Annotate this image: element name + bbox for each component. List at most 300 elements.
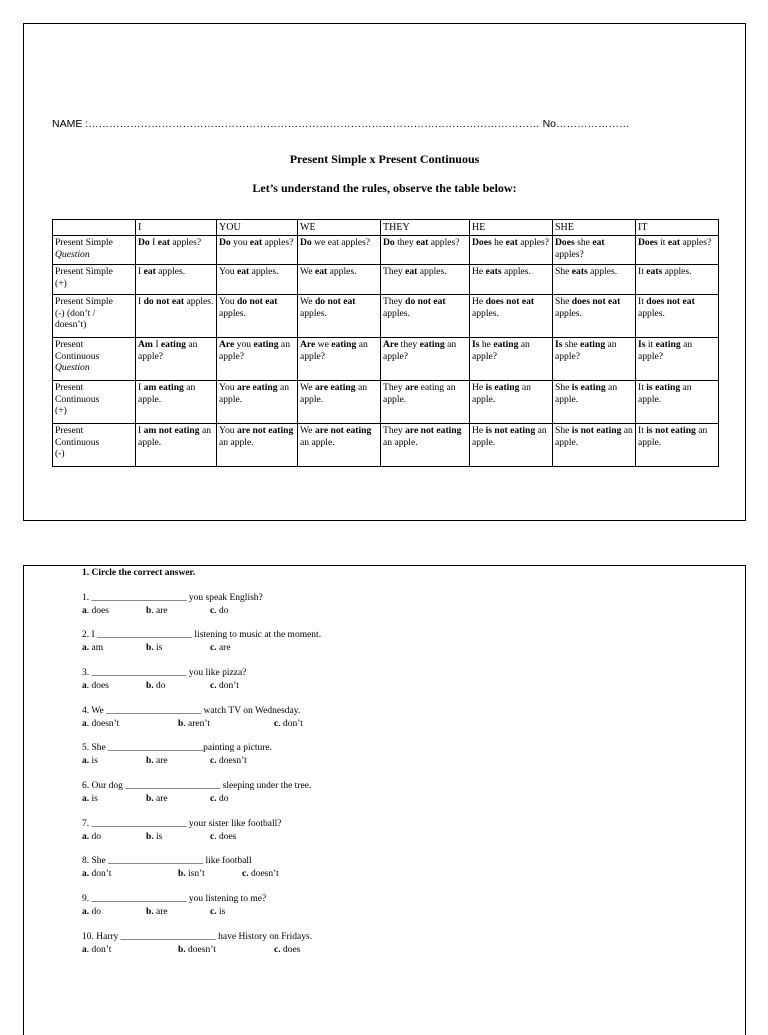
text-run: is eating xyxy=(646,382,681,393)
text-run: they xyxy=(394,237,417,248)
question-item xyxy=(82,818,281,843)
text-run: She xyxy=(555,382,572,393)
text-run: eat xyxy=(143,266,156,277)
text-run: do not eat xyxy=(236,296,278,307)
answer-options xyxy=(82,755,272,768)
column-header: I xyxy=(136,220,217,236)
worksheet-page-1 xyxy=(23,23,746,521)
question-item xyxy=(82,893,266,918)
option-letter: b. xyxy=(146,642,154,653)
option-letter: b. xyxy=(146,793,154,804)
text-run: eat xyxy=(505,237,518,248)
text-run: an apple. xyxy=(138,382,196,405)
table-cell xyxy=(381,381,470,424)
text-run: Continuous xyxy=(55,436,100,448)
option-text: don’t xyxy=(89,868,112,879)
row-label xyxy=(53,338,136,381)
text-run: apples. xyxy=(300,307,327,319)
option-letter: a. xyxy=(82,755,90,766)
table-cell xyxy=(217,338,298,381)
text-run: Do xyxy=(219,237,231,248)
text-run: we xyxy=(315,339,332,350)
text-run: Continuous xyxy=(55,393,100,405)
answer-option[interactable] xyxy=(82,868,111,881)
answer-option[interactable] xyxy=(210,605,228,618)
answer-option[interactable] xyxy=(82,793,98,806)
text-run: You xyxy=(219,382,237,393)
text-run: it xyxy=(657,237,668,248)
column-header: IT xyxy=(636,220,719,236)
table-row xyxy=(53,424,719,467)
text-run: Does xyxy=(638,237,658,248)
text-run: are xyxy=(405,382,419,393)
table-cell xyxy=(298,424,381,467)
answer-option[interactable] xyxy=(82,906,101,919)
text-run: He xyxy=(472,425,486,436)
option-text: is xyxy=(89,755,98,766)
text-run: they xyxy=(398,339,420,350)
grammar-table xyxy=(52,219,719,467)
option-letter: a. xyxy=(82,906,90,917)
text-run: I xyxy=(138,382,144,393)
table-cell xyxy=(470,424,553,467)
answer-options xyxy=(82,944,312,957)
question-item xyxy=(82,855,279,880)
text-run: eating xyxy=(493,339,519,350)
column-header: THEY xyxy=(381,220,470,236)
text-run: He xyxy=(472,382,486,393)
table-cell xyxy=(217,265,298,295)
text-run: Question xyxy=(55,362,90,374)
text-run: We xyxy=(300,382,315,393)
text-run: an apple? xyxy=(638,339,693,362)
text-run: apples. xyxy=(249,266,279,277)
table-cell xyxy=(381,424,470,467)
option-text: do xyxy=(89,906,101,917)
text-run: he xyxy=(491,237,506,248)
text-run: eat xyxy=(157,237,170,248)
option-letter: c. xyxy=(210,906,217,917)
text-run: I xyxy=(138,266,144,277)
option-text: doesn’t xyxy=(185,944,216,955)
text-run: Question xyxy=(55,248,90,260)
answer-option[interactable] xyxy=(210,642,231,655)
option-text: . does xyxy=(214,831,237,842)
text-run: he xyxy=(479,339,494,350)
table-cell xyxy=(298,295,381,338)
text-run: are not eating xyxy=(236,425,294,436)
answer-option[interactable] xyxy=(178,944,216,957)
text-run: is not eating xyxy=(646,425,696,436)
answer-option[interactable] xyxy=(82,831,101,844)
answer-options xyxy=(82,718,303,731)
text-run: I xyxy=(149,237,158,248)
text-run: Does xyxy=(555,237,575,248)
text-run: apples? xyxy=(555,248,584,260)
option-text: isn’t xyxy=(185,868,205,879)
text-run: She xyxy=(555,266,572,277)
text-run: an apple. xyxy=(383,436,418,448)
option-letter: c. xyxy=(210,680,217,691)
answer-option[interactable] xyxy=(82,755,98,768)
option-text: do xyxy=(216,793,229,804)
exercise-title: 1. Circle the correct answer. xyxy=(82,568,196,578)
text-run: apples? xyxy=(262,237,294,248)
option-text: . does xyxy=(86,605,109,616)
answer-option[interactable] xyxy=(146,793,168,806)
text-run: They xyxy=(383,296,406,307)
table-cell xyxy=(470,265,553,295)
text-run: I xyxy=(138,425,144,436)
table-cell xyxy=(136,295,217,338)
text-run: apples. xyxy=(219,307,246,319)
table-header-row xyxy=(53,220,719,236)
row-label xyxy=(53,424,136,467)
answer-option[interactable] xyxy=(210,755,247,768)
text-run: We xyxy=(300,266,315,277)
text-run: an apple. xyxy=(219,436,254,448)
option-letter: a. xyxy=(82,793,90,804)
text-run: are not eating xyxy=(314,425,372,436)
text-run: an apple? xyxy=(219,339,290,362)
question-item xyxy=(82,667,246,692)
text-run: am eating xyxy=(143,382,184,393)
option-letter: b xyxy=(146,605,152,616)
text-run: They xyxy=(383,425,406,436)
table-cell xyxy=(553,265,636,295)
table-cell xyxy=(136,424,217,467)
table-cell xyxy=(553,381,636,424)
table-cell xyxy=(636,381,719,424)
answer-option[interactable] xyxy=(82,642,103,655)
option-letter: a. xyxy=(82,831,90,842)
option-text: . does xyxy=(86,680,109,691)
option-text: is xyxy=(89,793,98,804)
text-run: Is xyxy=(555,339,563,350)
column-header xyxy=(53,220,136,236)
text-run: You xyxy=(219,296,237,307)
answer-option[interactable] xyxy=(242,868,279,881)
text-run: apples? xyxy=(428,237,460,248)
answer-option[interactable] xyxy=(178,718,210,731)
option-letter: a xyxy=(82,680,87,691)
text-run: do not eat xyxy=(143,296,185,307)
text-run: Present Simple xyxy=(55,296,113,307)
answer-option[interactable] xyxy=(274,944,300,957)
text-run: an apple. xyxy=(300,436,335,448)
text-run: eat xyxy=(592,237,605,248)
answer-option[interactable] xyxy=(274,718,303,731)
question-item xyxy=(82,931,312,956)
table-row xyxy=(53,381,719,424)
text-run: She xyxy=(555,296,572,307)
text-run: are eating xyxy=(314,382,356,393)
table-cell xyxy=(217,236,298,265)
option-text: are xyxy=(153,793,168,804)
option-letter: a xyxy=(82,944,87,955)
row-label xyxy=(53,236,136,265)
text-run: You xyxy=(219,425,237,436)
text-run: They xyxy=(383,382,406,393)
text-run: do not eat xyxy=(314,296,356,307)
text-run: Continuous xyxy=(55,350,100,362)
answer-option[interactable] xyxy=(146,680,166,693)
option-letter: b. xyxy=(146,680,154,691)
table-cell xyxy=(636,236,719,265)
text-run: eat xyxy=(667,237,681,248)
text-run: It xyxy=(638,266,647,277)
text-run: we eat apples? xyxy=(311,237,371,248)
table-cell xyxy=(217,424,298,467)
text-run: eat xyxy=(314,266,328,277)
table-cell xyxy=(381,236,470,265)
text-run: an apple? xyxy=(138,339,198,362)
option-text: don’t xyxy=(216,680,239,691)
option-letter: c. xyxy=(210,642,217,653)
text-run: eats xyxy=(485,266,502,277)
option-letter: b. xyxy=(146,755,154,766)
text-run: eat xyxy=(416,237,429,248)
table-cell xyxy=(298,338,381,381)
answer-options xyxy=(82,642,321,655)
text-run: is not eating xyxy=(485,425,536,436)
answer-option[interactable] xyxy=(146,605,168,618)
option-letter: c. xyxy=(210,793,217,804)
text-run: eating xyxy=(253,339,279,350)
table-cell xyxy=(636,265,719,295)
text-run: you xyxy=(230,237,250,248)
text-run: apples. xyxy=(383,307,410,319)
answer-option[interactable] xyxy=(210,831,236,844)
question-stem: 5. She ____________________painting a picture. xyxy=(82,743,272,753)
text-run: eat xyxy=(249,237,263,248)
text-run: are not eating xyxy=(405,425,462,436)
text-run: an apple. xyxy=(472,425,547,448)
column-header: WE xyxy=(298,220,381,236)
text-run: apples. xyxy=(155,266,186,277)
text-run: eat xyxy=(236,266,250,277)
text-run: Present xyxy=(55,339,84,350)
option-text: doesn’t xyxy=(216,755,247,766)
text-run: an apple. xyxy=(638,382,692,405)
option-text: is xyxy=(216,906,226,917)
text-run: eats xyxy=(571,266,588,277)
table-cell xyxy=(298,381,381,424)
question-stem: 2. I ____________________ listening to music at the moment. xyxy=(82,630,322,640)
text-run: am not eating xyxy=(143,425,200,436)
question-stem: 6. Our dog ____________________ sleeping under the tree. xyxy=(82,781,312,791)
table-cell xyxy=(381,338,470,381)
text-run: He xyxy=(472,296,486,307)
text-run: an apple. xyxy=(555,425,633,448)
text-run: Do xyxy=(300,237,312,248)
text-run: Do xyxy=(383,237,395,248)
option-text: are xyxy=(153,755,168,766)
answer-option[interactable] xyxy=(82,718,119,731)
question-stem: 8. She ____________________ like football xyxy=(82,856,252,866)
table-cell xyxy=(470,381,553,424)
option-letter: b. xyxy=(178,944,186,955)
answer-option[interactable] xyxy=(82,605,109,618)
table-cell xyxy=(553,236,636,265)
option-text: does xyxy=(280,944,301,955)
table-cell xyxy=(136,236,217,265)
text-run: an apple? xyxy=(472,339,530,362)
question-stem: 10. Harry ____________________ have History on Fridays. xyxy=(82,932,313,942)
question-item xyxy=(82,705,303,730)
text-run: Are xyxy=(383,339,399,350)
text-run: apples. xyxy=(662,266,692,277)
table-cell xyxy=(553,338,636,381)
table-row xyxy=(53,338,719,381)
column-header: SHE xyxy=(553,220,636,236)
option-text: are xyxy=(153,906,168,917)
row-label xyxy=(53,295,136,338)
text-run: does not eat xyxy=(646,296,695,307)
table-row xyxy=(53,295,719,338)
option-letter: c. xyxy=(210,755,217,766)
table-cell xyxy=(136,381,217,424)
question-item xyxy=(82,629,321,654)
answer-option[interactable] xyxy=(178,868,205,881)
text-run: (-) (don’t / xyxy=(55,307,96,319)
option-letter: c xyxy=(210,831,215,842)
table-row xyxy=(53,236,719,265)
text-run: does not eat xyxy=(571,296,621,307)
text-run: an apple. xyxy=(555,382,618,405)
text-run: apples? xyxy=(517,237,549,248)
answer-options xyxy=(82,868,279,881)
text-run: apples? xyxy=(169,237,202,248)
text-run: Present xyxy=(55,425,84,436)
table-row xyxy=(53,265,719,295)
table-cell xyxy=(298,265,381,295)
text-run: it xyxy=(645,339,656,350)
table-cell xyxy=(381,295,470,338)
option-text: is xyxy=(153,642,163,653)
text-run: an apple? xyxy=(300,339,368,362)
table-cell xyxy=(553,295,636,338)
worksheet-subtitle: Let’s understand the rules, observe the table below: xyxy=(252,181,517,195)
answer-options xyxy=(82,680,246,693)
text-run: apples? xyxy=(680,237,712,248)
text-run: eating xyxy=(331,339,357,350)
text-run: eating xyxy=(160,339,186,350)
table-cell xyxy=(553,424,636,467)
answer-option[interactable] xyxy=(146,642,162,655)
text-run: Are xyxy=(219,339,235,350)
table-cell xyxy=(217,295,298,338)
text-run: she xyxy=(574,237,593,248)
option-letter: b xyxy=(178,718,184,729)
answer-options xyxy=(82,831,281,844)
option-text: . aren’t xyxy=(183,718,211,729)
text-run: eat xyxy=(405,266,418,277)
option-text: doesn’t xyxy=(248,868,279,879)
option-text: are xyxy=(216,642,231,653)
question-item xyxy=(82,780,311,805)
question-stem: 4. We ____________________ watch TV on Wednesday. xyxy=(82,706,301,716)
text-run: (+) xyxy=(55,277,67,289)
text-run: apples. xyxy=(472,307,499,319)
text-run: Present Simple xyxy=(55,266,113,277)
table-cell xyxy=(381,265,470,295)
text-run: she xyxy=(562,339,581,350)
text-run: eating xyxy=(580,339,606,350)
text-run: apples. xyxy=(555,307,582,319)
text-run: Present xyxy=(55,382,84,393)
answer-options xyxy=(82,605,263,618)
option-letter: b. xyxy=(146,831,154,842)
worksheet-page-2 xyxy=(23,565,746,1035)
column-header: YOU xyxy=(217,220,298,236)
answer-option[interactable] xyxy=(146,755,168,768)
answer-option[interactable] xyxy=(146,831,162,844)
text-run: They xyxy=(383,266,406,277)
text-run: Are xyxy=(300,339,316,350)
row-label xyxy=(53,265,136,295)
text-run: I xyxy=(152,339,161,350)
answer-options xyxy=(82,906,266,919)
text-run: an apple? xyxy=(383,339,457,362)
text-run: Present Simple xyxy=(55,237,113,248)
table-cell xyxy=(636,338,719,381)
answer-option[interactable] xyxy=(210,680,239,693)
text-run: Do xyxy=(138,237,150,248)
option-text: . don’t xyxy=(86,944,112,955)
text-run: (+) xyxy=(55,405,67,417)
option-letter: a xyxy=(82,605,87,616)
option-letter: a xyxy=(82,718,87,729)
table-cell xyxy=(217,381,298,424)
answer-option[interactable] xyxy=(146,906,168,919)
text-run: does not eat xyxy=(485,296,535,307)
answer-option[interactable] xyxy=(82,944,111,957)
table-cell xyxy=(470,236,553,265)
option-letter: c. xyxy=(274,944,281,955)
text-run: apples. xyxy=(417,266,447,277)
table-cell xyxy=(470,295,553,338)
option-text: . doesn’t xyxy=(86,718,120,729)
question-stem: 3. ____________________ you like pizza? xyxy=(82,668,247,678)
question-stem: 1. ____________________ you speak English? xyxy=(82,593,263,603)
text-run: is eating xyxy=(571,382,606,393)
text-run: apples. xyxy=(587,266,618,277)
text-run: You xyxy=(219,266,237,277)
text-run: an apple. xyxy=(138,425,212,448)
answer-option[interactable] xyxy=(210,793,228,806)
option-text: . do xyxy=(214,605,229,616)
answer-option[interactable] xyxy=(210,906,225,919)
text-run: eats xyxy=(646,266,663,277)
table-cell xyxy=(136,338,217,381)
question-stem: 7. ____________________ your sister like football? xyxy=(82,819,282,829)
text-run: doesn’t) xyxy=(55,319,87,331)
answer-option[interactable] xyxy=(82,680,109,693)
text-run: eating an apple. xyxy=(383,382,456,405)
text-run: an apple. xyxy=(472,382,531,405)
text-run: do not eat xyxy=(405,296,446,307)
option-letter: b. xyxy=(146,906,154,917)
row-label xyxy=(53,381,136,424)
option-text: do xyxy=(153,680,166,691)
question-stem: 9. ____________________ you listening to me? xyxy=(82,894,267,904)
column-header: HE xyxy=(470,220,553,236)
option-letter: c. xyxy=(242,868,249,879)
option-letter: c xyxy=(210,605,215,616)
text-run: (-) xyxy=(55,448,65,460)
text-run: Am xyxy=(138,339,153,350)
